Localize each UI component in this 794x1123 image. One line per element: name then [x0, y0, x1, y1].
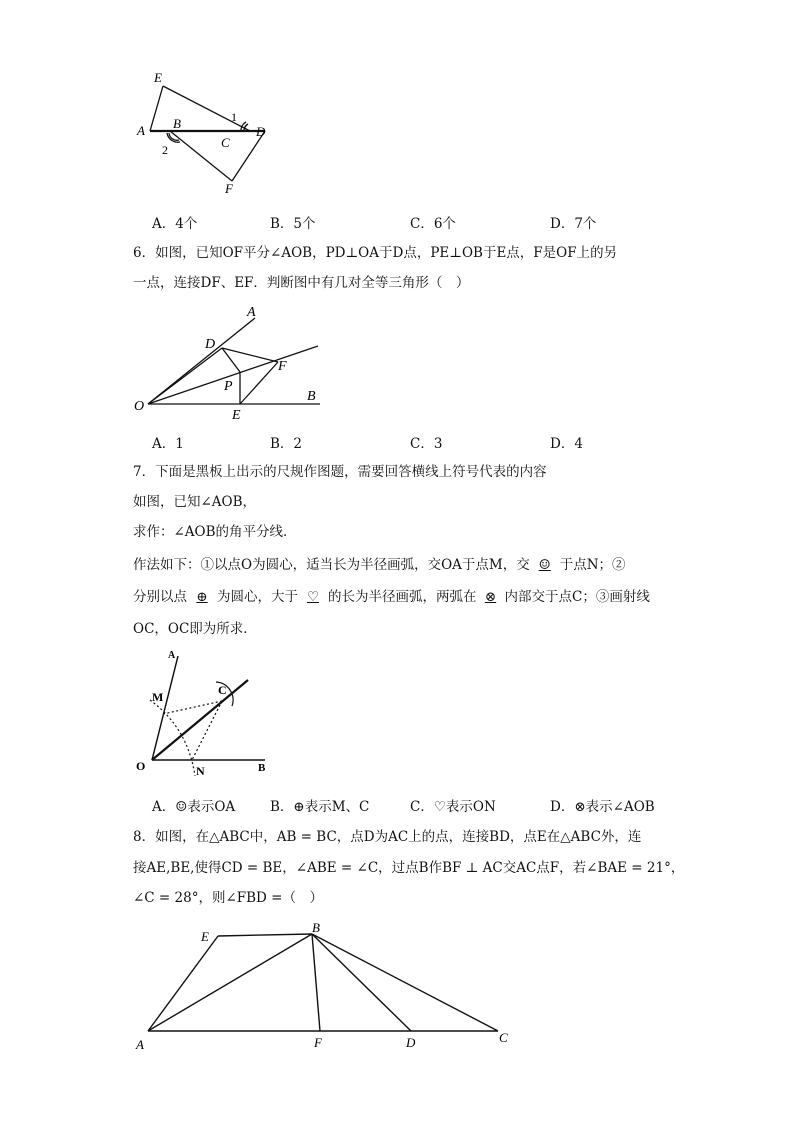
q7-label-b: B: [258, 762, 266, 774]
q5-label-c: C: [221, 135, 230, 150]
q8-label-c: C: [499, 1030, 508, 1045]
q6-label-a: A: [247, 305, 256, 320]
q7-line4-a: 作法如下：①以点O为圆心，适当长为半径画弧，交OA于点M，交: [133, 557, 530, 573]
q5-option-b: B．5个: [270, 216, 316, 232]
q8-label-d: D: [406, 1035, 416, 1050]
q7-option-c: C．♡表示ON: [410, 799, 496, 815]
q6-label-o: O: [134, 399, 145, 414]
q7-option-b: B．⊕表示M、C: [270, 799, 370, 815]
q7-line5-b: 为圆心，大于: [217, 589, 298, 605]
q8-label-f: F: [314, 1035, 322, 1050]
q7-question-line1: 7．下面是黑板上出示的尺规作图题，需要回答横线上符号代表的内容: [133, 464, 547, 480]
q5-option-d: D．7个: [550, 216, 597, 232]
q7-line5-a: 分别以点: [133, 589, 187, 605]
q8-question-line3: ∠C = 28°，则∠FBD =（ ）: [133, 890, 323, 906]
q6-label-b: B: [307, 389, 316, 404]
q7-label-o: O: [136, 759, 146, 773]
q5-option-a: A．4个: [152, 216, 198, 232]
q7-question-line3: 求作：∠AOB的角平分线．: [133, 524, 297, 540]
q5-label-f: F: [225, 181, 233, 196]
q5-label-angle2: 2: [162, 143, 168, 157]
q5-label-d: D: [256, 124, 266, 139]
q7-line5-c: 的长为半径画弧，两弧在: [328, 589, 477, 605]
q6-option-d: D．4: [550, 436, 583, 452]
q7-label-a: A: [168, 650, 176, 661]
q6-label-p: P: [224, 379, 233, 394]
q6-label-e: E: [232, 408, 241, 423]
q8-label-e: E: [201, 929, 209, 944]
q7-option-a: A．☺表示OA: [152, 799, 236, 815]
q7-blank-2: ⊕: [196, 589, 208, 605]
q7-line5-d: 内部交于点C；③画射线: [504, 589, 650, 605]
q6-option-b: B．2: [270, 436, 303, 452]
q8-question-line2: 接AE,BE,使得CD = BE，∠ABE = ∠C，过点B作BF ⊥ AC交AC点F，若∠BAE = 21°，: [133, 860, 685, 876]
q5-label-e: E: [154, 70, 162, 85]
q6-question-line2: 一点，连接DF、EF．判断图中有几对全等三角形（ ）: [133, 275, 470, 291]
q7-option-d: D．⊗表示∠AOB: [550, 799, 655, 815]
q7-blank-3: ♡: [306, 589, 320, 605]
q6-option-a: A．1: [152, 436, 184, 452]
q8-question-line1: 8．如图，在△ABC中，AB = BC，点D为AC上的点，连接BD，点E在△ABC外，连: [133, 829, 642, 845]
q5-label-angle1: 1: [231, 110, 237, 124]
q7-label-n: N: [196, 764, 205, 778]
q7-label-m: M: [152, 690, 164, 704]
q8-label-b: B: [312, 920, 320, 935]
q7-blank-1: ☺: [538, 557, 551, 573]
q7-question-line2: 如图，已知∠AOB，: [133, 494, 257, 510]
q7-line4-b: 于点N；②: [559, 557, 626, 573]
q7-label-c: C: [218, 683, 227, 697]
q7-blank-4: ⊗: [484, 589, 497, 605]
q6-label-f: F: [278, 359, 287, 374]
q7-question-line6: OC，OC即为所求．: [133, 621, 257, 637]
q8-label-a: A: [136, 1037, 144, 1052]
q5-option-c: C．6个: [410, 216, 456, 232]
q6-option-c: C．3: [410, 436, 443, 452]
q5-label-a: A: [137, 123, 145, 138]
q6-question-line1: 6．如图，已知OF平分∠AOB，PD⊥OA于D点，PE⊥OB于E点，F是OF上的另: [133, 245, 618, 261]
q5-label-b: B: [173, 116, 181, 131]
q6-label-d: D: [205, 337, 216, 352]
